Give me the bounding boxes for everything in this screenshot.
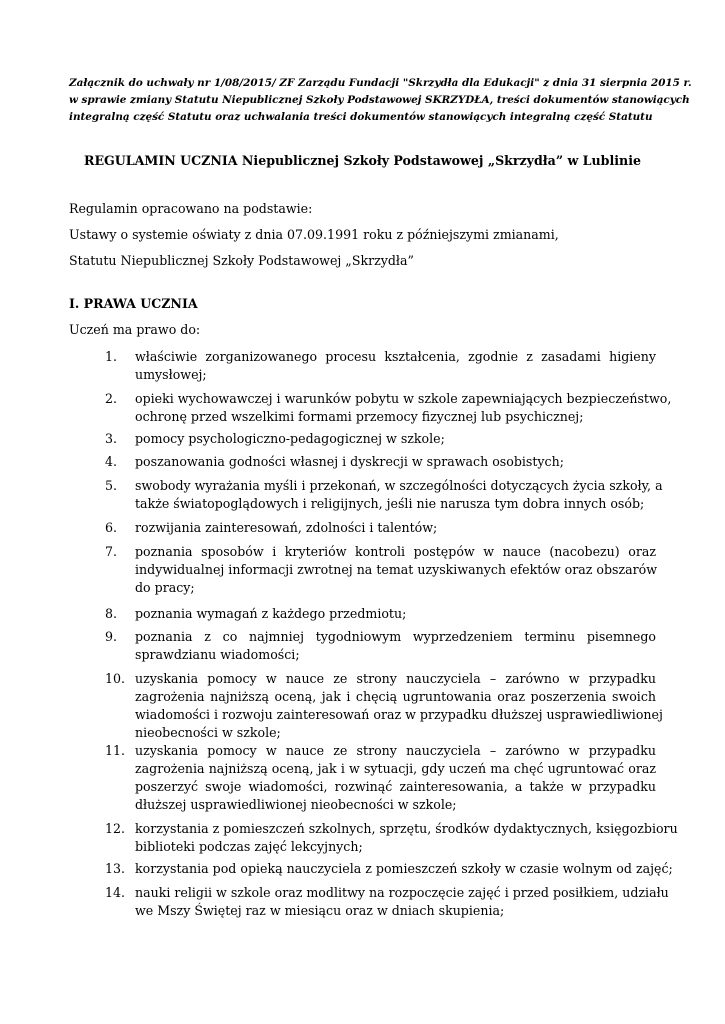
annex-note-line-1: Załącznik do uchwały nr 1/08/2015/ ZF Zarządu Fundacji "Skrzydła dla Edukacji" z dnia 31 sierpnia 2015 r.	[69, 77, 692, 89]
list-item-line: poznania z co najmniej tygodniowym wyprzedzeniem terminu pisemnego	[135, 629, 656, 644]
list-item-text	[135, 605, 656, 623]
list-item-line: nieobecności w szkole;	[135, 725, 281, 740]
list-item-number: 14.	[105, 885, 126, 900]
section-intro: Uczeń ma prawo do:	[69, 322, 201, 337]
list-item-line: uzyskania pomocy w nauce ze strony nauczyciela – zarówno w przypadku	[135, 671, 656, 686]
basis-intro: Regulamin opracowano na podstawie:	[69, 201, 313, 216]
list-item-line: zagrożenia najniższą oceną, jak i w sytuacji, gdy uczeń ma chęć ugruntować oraz	[135, 761, 656, 776]
basis-law: Ustawy o systemie oświaty z dnia 07.09.1991 roku z późniejszymi zmianami,	[69, 227, 559, 242]
list-item-line: właściwie zorganizowanego procesu kształcenia, zgodnie z zasadami higieny	[135, 349, 656, 364]
list-item-line: poszerzyć swoje wiadomości, rozwinąć zainteresowania, a także w przypadku	[135, 779, 656, 794]
list-item-number: 11.	[105, 743, 126, 758]
list-item	[105, 543, 656, 597]
list-item-line: biblioteki podczas zajęć lekcyjnych;	[135, 839, 363, 854]
list-item	[105, 453, 656, 471]
list-item-line: pomocy psychologiczno-pedagogicznej w szkole;	[135, 431, 445, 446]
list-item-line: poszanowania godności własnej i dyskrecji w sprawach osobistych;	[135, 454, 564, 469]
list-item-number: 3.	[105, 431, 118, 446]
list-item-text	[135, 348, 656, 384]
list-item-line: korzystania z pomieszczeń szkolnych, sprzętu, środków dydaktycznych, księgozbioru	[135, 821, 678, 836]
list-item-number: 13.	[105, 861, 126, 876]
list-item-number: 4.	[105, 454, 118, 469]
list-item-text	[135, 884, 669, 920]
list-item-number: 8.	[105, 606, 118, 621]
list-item-number: 10.	[105, 671, 126, 686]
list-item-number: 1.	[105, 349, 118, 364]
list-item-text	[135, 519, 656, 537]
list-item-number: 7.	[105, 544, 118, 559]
list-item-text	[135, 453, 656, 471]
annex-note-line-3: integralną część Statutu oraz uchwalania treści dokumentów stanowiących integralną część Statutu	[69, 111, 653, 123]
list-item-text	[135, 430, 656, 448]
list-item-text	[135, 820, 678, 856]
list-item	[105, 605, 656, 623]
list-item-text	[135, 543, 656, 597]
list-item-line: ochronę przed wszelkimi formami przemocy fizycznej lub psychicznej;	[135, 409, 584, 424]
list-item	[105, 884, 669, 920]
list-item-text	[135, 670, 663, 742]
list-item-line: zagrożenia najniższą oceną, jak i chęcią ugruntowania oraz poszerzenia swoich	[135, 689, 656, 704]
list-item	[105, 742, 656, 814]
list-item	[105, 519, 656, 537]
list-item-line: opieki wychowawczej i warunków pobytu w szkole zapewniających bezpieczeństwo,	[135, 391, 672, 406]
list-item	[105, 390, 672, 426]
list-item-line: indywidualnej informacji zwrotnej na temat uzyskiwanych efektów oraz obszarów	[135, 562, 658, 577]
list-item-text	[135, 742, 656, 814]
list-item-line: uzyskania pomocy w nauce ze strony nauczyciela – zarówno w przypadku	[135, 743, 656, 758]
list-item-number: 9.	[105, 629, 118, 644]
list-item-line: korzystania pod opieką nauczyciela z pomieszczeń szkoły w czasie wolnym od zajęć;	[135, 861, 673, 876]
list-item-text	[135, 390, 672, 426]
list-item-line: we Mszy Świętej raz w miesiącu oraz w dniach skupienia;	[135, 903, 505, 918]
list-item	[105, 477, 663, 513]
list-item-line: rozwijania zainteresowań, zdolności i talentów;	[135, 520, 438, 535]
section-heading: I. PRAWA UCZNIA	[69, 296, 198, 311]
list-item	[105, 628, 656, 664]
list-item-number: 2.	[105, 391, 118, 406]
list-item-text	[135, 860, 673, 878]
list-item-number: 6.	[105, 520, 118, 535]
list-item-number: 5.	[105, 478, 118, 493]
list-item	[105, 430, 656, 448]
list-item-line: do pracy;	[135, 580, 195, 595]
list-item-number: 12.	[105, 821, 126, 836]
list-item-line: swobody wyrażania myśli i przekonań, w szczególności dotyczących życia szkoły, a	[135, 478, 663, 493]
list-item	[105, 820, 678, 856]
list-item-line: nauki religii w szkole oraz modlitwy na rozpoczęcie zajęć i przed posiłkiem, udziału	[135, 885, 669, 900]
list-item-line: umysłowej;	[135, 367, 207, 382]
document-title: REGULAMIN UCZNIA Niepublicznej Szkoły Podstawowej „Skrzydła” w Lublinie	[83, 153, 642, 168]
list-item-line: wiadomości i rozwoju zainteresowań oraz w przypadku dłuższej usprawiedliwionej	[135, 707, 663, 722]
list-item-text	[135, 477, 663, 513]
list-item-line: sprawdzianu wiadomości;	[135, 647, 300, 662]
list-item	[105, 670, 663, 742]
list-item-text	[135, 628, 656, 664]
list-item-line: poznania wymagań z każdego przedmiotu;	[135, 606, 407, 621]
list-item	[105, 348, 656, 384]
list-item-line: dłuższej usprawiedliwionej nieobecności w szkole;	[135, 797, 457, 812]
basis-statute: Statutu Niepublicznej Szkoły Podstawowej „Skrzydła”	[69, 253, 414, 268]
list-item-line: poznania sposobów i kryteriów kontroli postępów w nauce (nacobezu) oraz	[135, 544, 656, 559]
list-item-line: także światopoglądowych i religijnych, jeśli nie narusza tym dobra innych osób;	[135, 496, 645, 511]
annex-note-line-2: w sprawie zmiany Statutu Niepublicznej Szkoły Podstawowej SKRZYDŁA, treści dokumentów stanowiących	[69, 94, 690, 106]
list-item	[105, 860, 673, 878]
